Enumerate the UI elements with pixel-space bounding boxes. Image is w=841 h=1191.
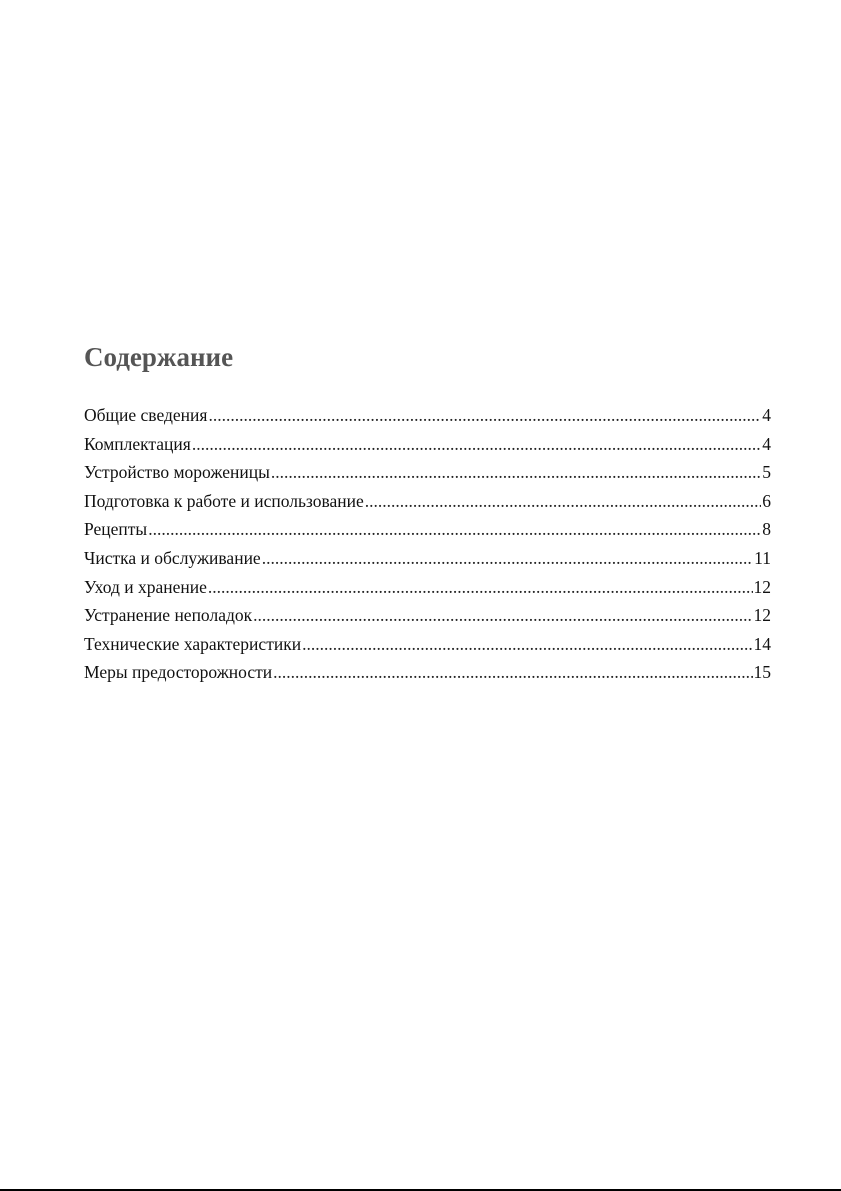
- dot-leader: [273, 658, 752, 687]
- dot-leader: [192, 430, 761, 459]
- toc-entry-preparation[interactable]: [84, 487, 771, 516]
- dot-leader: [271, 458, 761, 487]
- page-title: Содержание: [84, 342, 234, 372]
- dot-leader: [365, 487, 761, 516]
- toc-entry-specifications[interactable]: [84, 630, 771, 659]
- toc-entry-page: 4: [762, 405, 771, 425]
- dot-leader: [208, 573, 753, 602]
- toc-entry-label: Чистка и обслуживание: [84, 547, 261, 568]
- toc-entry-page: 12: [753, 605, 771, 626]
- dot-leader: [262, 544, 753, 573]
- dot-leader: [208, 401, 761, 430]
- toc-entry-safety[interactable]: [84, 658, 771, 687]
- toc-entry-recipes[interactable]: [84, 515, 771, 544]
- toc-entry-page: 15: [753, 662, 771, 683]
- toc-entry-cleaning[interactable]: [84, 544, 771, 573]
- toc-entry-page: 6: [762, 490, 771, 511]
- toc-entry-page: 4: [762, 433, 771, 454]
- toc-entry-general-info[interactable]: [84, 401, 771, 430]
- toc-entry-page: 11: [754, 547, 771, 568]
- toc-entry-label: Общие сведения: [84, 405, 208, 425]
- toc-entry-contents[interactable]: [84, 430, 771, 459]
- toc-entry-label: Подготовка к работе и использование: [84, 490, 364, 511]
- toc-entry-label: Комплектация: [84, 433, 191, 454]
- toc-entry-label: Меры предосторожности: [84, 662, 273, 683]
- toc-entry-label: Уход и хранение: [84, 576, 207, 597]
- toc-entry-device[interactable]: [84, 458, 771, 487]
- toc-entry-label: Устранение неполадок: [84, 605, 253, 626]
- dot-leader: [148, 515, 761, 544]
- dot-leader: [253, 601, 752, 630]
- toc-entry-page: 12: [753, 576, 771, 597]
- toc-entry-label: Устройство мороженицы: [84, 462, 270, 483]
- toc-entry-label: Технические характеристики: [84, 633, 302, 654]
- toc-entry-page: 8: [762, 519, 771, 540]
- toc-entry-page: 5: [762, 462, 771, 483]
- toc-entry-troubleshooting[interactable]: [84, 601, 771, 630]
- table-of-contents: [84, 401, 771, 687]
- dot-leader: [302, 630, 752, 659]
- toc-entry-page: 14: [753, 633, 771, 654]
- toc-entry-care-storage[interactable]: [84, 573, 771, 602]
- toc-entry-label: Рецепты: [84, 519, 148, 540]
